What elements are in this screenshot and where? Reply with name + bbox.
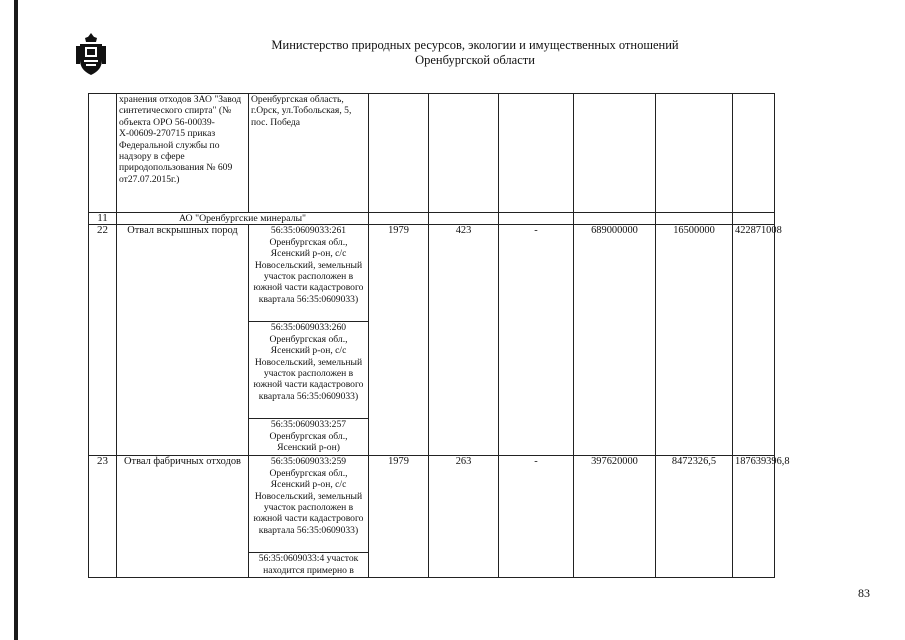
year-cell: 1979	[369, 456, 429, 578]
table-cell	[733, 213, 775, 225]
site-location-cell: 56:35:0609033:260 Оренбургская обл., Ясенский р-он, с/с Новосельский, земельный участок расположен в южной части кадастрового квартала 56:35:0609033)	[249, 322, 369, 419]
table-cell	[369, 94, 429, 213]
table-cell	[574, 94, 656, 213]
value-3-cell: 422871008	[733, 225, 775, 456]
site-name-cell: хранения отходов ЗАО "Завод синтетического спирта" (№ объекта ОРО 56-00039-Х-00609-270715 приказ Федеральной службы по надзору в сфере природопользования № 609 от27.07.2015г.)	[117, 94, 249, 213]
table-row-23	[89, 456, 775, 553]
coat-of-arms-icon	[76, 32, 106, 76]
value-1-cell: 397620000	[574, 456, 656, 578]
table-cell	[369, 213, 429, 225]
table-cell	[429, 213, 499, 225]
value-1-cell: 689000000	[574, 225, 656, 456]
value-2-cell: 16500000	[656, 225, 733, 456]
table-row-continuation	[89, 94, 775, 213]
site-location-cell: 56:35:0609033:4 участок находится примерно в	[249, 553, 369, 578]
table-cell	[499, 94, 574, 213]
row-number-cell	[89, 94, 117, 213]
year-cell: 1979	[369, 225, 429, 456]
row-number-cell: 22	[89, 225, 117, 456]
table-cell	[656, 94, 733, 213]
site-location-cell: Оренбургская область, г.Орск, ул.Тобольская, 5, пос. Победа	[249, 94, 369, 213]
dash-cell: -	[499, 456, 574, 578]
table-cell	[733, 94, 775, 213]
org-name-cell: АО "Оренбургские минералы"	[117, 213, 369, 225]
site-location-cell: 56:35:0609033:261 Оренбургская обл., Ясенский р-он, с/с Новосельский, земельный участок расположен в южной части кадастрового квартала 56:35:0609033)	[249, 225, 369, 322]
waste-sites-table	[88, 93, 790, 578]
table-cell	[656, 213, 733, 225]
table-cell	[429, 94, 499, 213]
value-2-cell: 8472326,5	[656, 456, 733, 578]
page-number: 83	[858, 586, 870, 600]
site-location-cell: 56:35:0609033:257 Оренбургская обл., Ясенский р-он)	[249, 419, 369, 456]
page-binding-bar	[14, 0, 18, 640]
row-number-cell: 23	[89, 456, 117, 578]
value-3-cell: 187639396,8	[733, 456, 775, 578]
area-cell: 263	[429, 456, 499, 578]
site-location-cell: 56:35:0609033:259 Оренбургская обл., Ясенский р-он, с/с Новосельский, земельный участок расположен в южной части кадастрового квартала 56:35:0609033)	[249, 456, 369, 553]
header-line-2: Оренбургской области	[415, 53, 535, 67]
table-row-22	[89, 225, 775, 322]
table-cell	[574, 213, 656, 225]
dash-cell: -	[499, 225, 574, 456]
site-name-cell: Отвал фабричных отходов	[117, 456, 249, 578]
header-line-1: Министерство природных ресурсов, экологии и имущественных отношений	[271, 38, 679, 52]
area-cell: 423	[429, 225, 499, 456]
table-cell	[499, 213, 574, 225]
org-number-cell: 11	[89, 213, 117, 225]
ministry-header	[180, 38, 770, 68]
site-name-cell: Отвал вскрышных пород	[117, 225, 249, 456]
organization-row	[89, 213, 775, 225]
